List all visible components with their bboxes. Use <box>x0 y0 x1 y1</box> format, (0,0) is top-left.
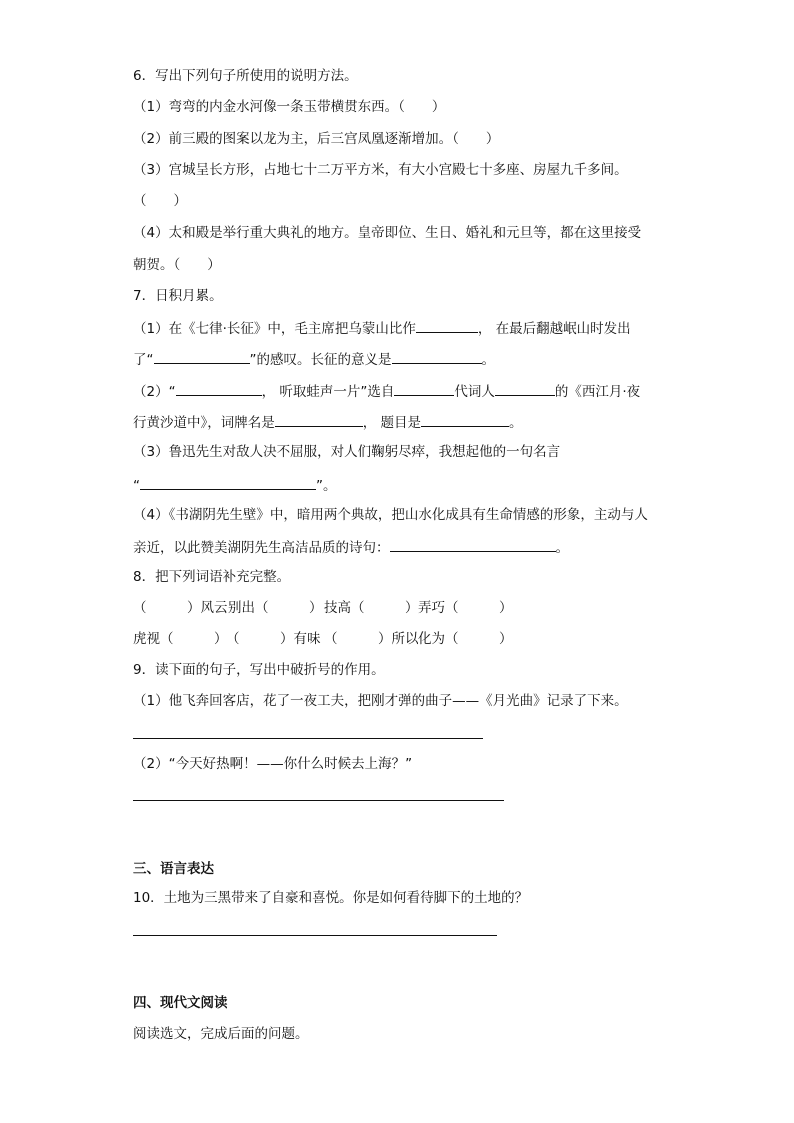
q7-2-text-a: （2）“ <box>133 384 176 400</box>
q7-1-blank-3[interactable] <box>392 349 482 364</box>
section-4-intro: 阅读选文，完成后面的问题。 <box>133 1026 309 1042</box>
q7-4-text-c: 。 <box>555 540 569 556</box>
q9-sentence-2: （2）“今天好热啊！——你什么时候去上海？” <box>133 756 413 772</box>
q7-1-text-b: ， 在最后翻越岷山时发出 <box>477 321 631 337</box>
q7-part-1-line-2 <box>133 349 495 369</box>
q6-item-1: （1）弯弯的内金水河像一条玉带横贯东西。（ ） <box>133 99 446 115</box>
q7-2-blank-2[interactable] <box>394 381 454 396</box>
q7-3-text-b: “ <box>133 478 140 494</box>
q7-2-text-f: ， 题目是 <box>362 415 422 431</box>
q7-2-text-g: 。 <box>509 415 523 431</box>
q8-item-1-1: （ ）风云 <box>133 600 228 616</box>
q7-part-1-line-1 <box>133 318 631 338</box>
q7-2-text-d: 的《西江月·夜 <box>554 384 641 400</box>
q10-stem: 10．土地为三黑带来了自豪和喜悦。你是如何看待脚下的土地的？ <box>133 890 529 906</box>
q7-2-text-b: ， 听取蛙声一片”选自 <box>261 384 395 400</box>
section-4-title: 四、现代文阅读 <box>133 995 228 1011</box>
q7-2-text-e: 行黄沙道中》，词牌名是 <box>133 415 275 431</box>
q8-item-2-3: （ ）所以 <box>324 631 419 647</box>
q7-1-text-d: ”的感叹。长征的意义是 <box>249 352 392 368</box>
q7-1-text-a: （1）在《七律·长征》中，毛主席把乌蒙山比作 <box>133 321 416 337</box>
q8-item-2-1: 虎视（ ） <box>133 631 228 647</box>
q9-stem: 9．读下面的句子，写出中破折号的作用。 <box>133 662 385 678</box>
q7-3-blank[interactable] <box>140 475 316 490</box>
q6-item-3: （3）宫城呈长方形，占地七十二万平方米，有大小宫殿七十多座、房屋九千多间。 <box>133 162 628 178</box>
q7-2-blank-5[interactable] <box>421 412 509 427</box>
q7-4-blank[interactable] <box>390 537 556 552</box>
q7-part-3-line-2 <box>133 475 337 495</box>
q8-item-1-3: 技高（ ） <box>324 600 419 616</box>
q7-4-text-b: 亲近，以此赞美湖阴先生高洁品质的诗句： <box>133 540 390 556</box>
q8-item-1-4: 弄巧（ ） <box>418 600 513 616</box>
q6-item-4: （4）太和殿是举行重大典礼的地方。皇帝即位、生日、婚礼和元旦等，都在这里接受 <box>133 225 642 241</box>
q8-item-2-4: 化为（ ） <box>418 631 513 647</box>
q6-item-4-cont: 朝贺。（ ） <box>133 257 221 273</box>
q7-1-text-c: 了“ <box>133 352 154 368</box>
q7-1-blank-1[interactable] <box>416 318 478 333</box>
q7-1-text-e: 。 <box>481 352 495 368</box>
q7-part-4-line-2 <box>133 537 569 557</box>
q9-sentence-1: （1）他飞奔回客店，花了一夜工夫，把刚才弹的曲子——《月光曲》记录了下来。 <box>133 693 628 709</box>
q8-stem: 8．把下列词语补充完整。 <box>133 569 291 585</box>
q6-item-3-paren: （ ） <box>133 193 187 209</box>
q9-answer-line-2[interactable] <box>133 800 504 801</box>
q8-item-2-2: （ ）有味 <box>226 631 321 647</box>
q7-part-2-line-1 <box>133 381 640 401</box>
q7-2-blank-3[interactable] <box>495 381 555 396</box>
q10-answer-line[interactable] <box>133 935 497 936</box>
q7-part-2-line-2 <box>133 412 523 432</box>
q6-item-2: （2）前三殿的图案以龙为主，后三宫凤凰逐渐增加。（ ） <box>133 131 500 147</box>
q7-2-blank-4[interactable] <box>275 412 363 427</box>
q9-answer-line-1[interactable] <box>133 738 483 739</box>
section-3-title: 三、语言表达 <box>133 861 214 877</box>
q7-2-text-c: 代词人 <box>454 384 495 400</box>
q7-part-3-line-1: （3）鲁迅先生对敌人决不屈服，对人们鞠躬尽瘁，我想起他的一句名言 <box>133 444 561 460</box>
q7-part-4-line-1: （4）《书湖阴先生壁》中，暗用两个典故，把山水化成具有生命情感的形象，主动与人 <box>133 507 648 523</box>
q7-1-blank-2[interactable] <box>154 349 250 364</box>
q6-stem: 6．写出下列句子所使用的说明方法。 <box>133 68 358 84</box>
q8-item-1-2: 别出（ ） <box>228 600 323 616</box>
q7-3-text-c: ”。 <box>316 478 337 494</box>
q7-stem: 7．日积月累。 <box>133 288 223 304</box>
q7-2-blank-1[interactable] <box>176 381 262 396</box>
